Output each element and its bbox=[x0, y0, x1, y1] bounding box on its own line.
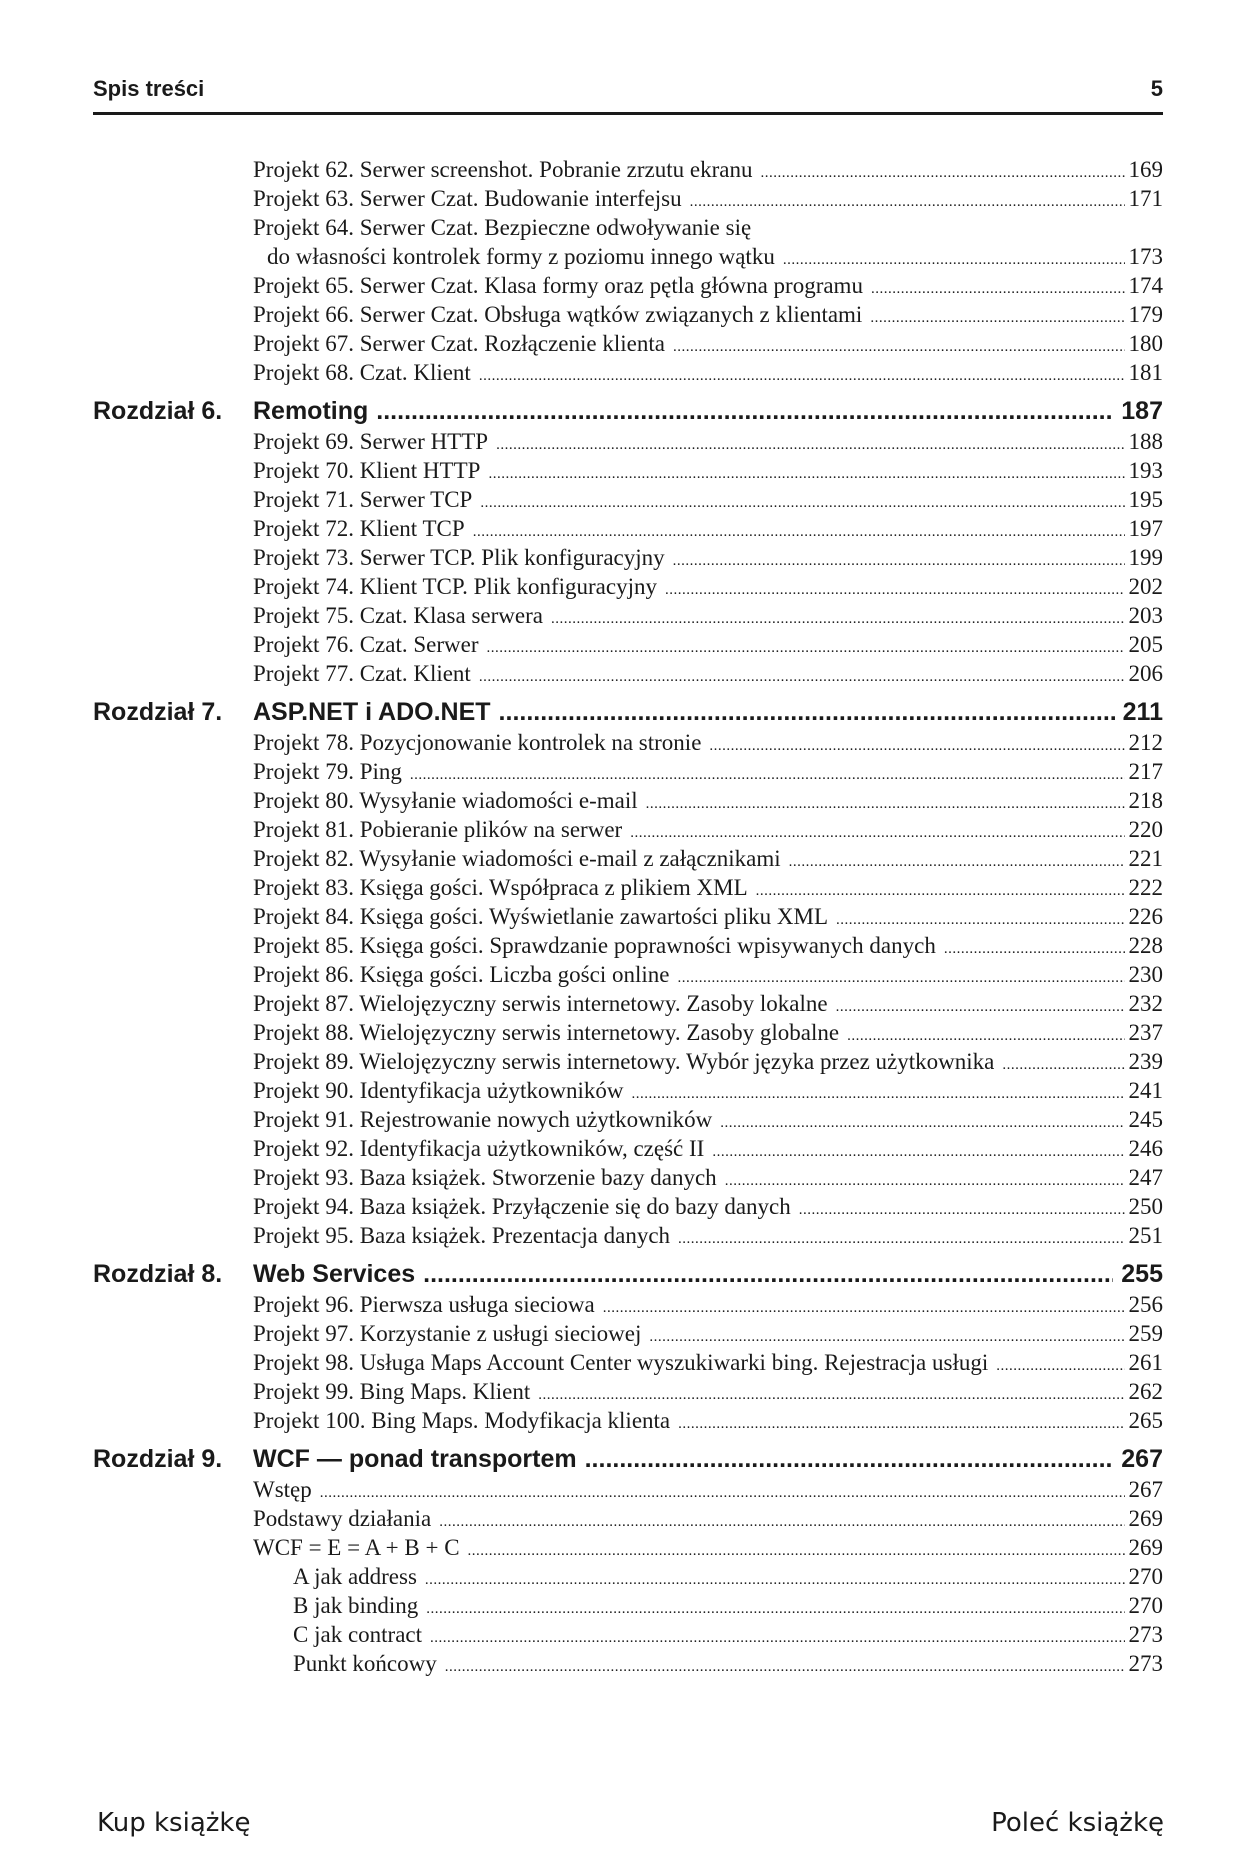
dot-leader bbox=[603, 1292, 1125, 1318]
toc-entry-title: WCF = E = A + B + C bbox=[253, 1535, 460, 1560]
toc-entry bbox=[93, 157, 1163, 186]
toc-entry-title: Projekt 94. Baza książek. Przyłączenie się do bazy danych bbox=[253, 1194, 791, 1219]
running-title: Spis treści bbox=[93, 76, 205, 101]
chapter-number: Rozdział 6. bbox=[93, 397, 223, 425]
chapter-title: Web Services bbox=[253, 1260, 416, 1288]
dot-leader bbox=[376, 397, 1113, 426]
toc-entry bbox=[93, 1350, 1163, 1379]
toc-entry-page: 261 bbox=[1128, 1350, 1163, 1375]
toc-entry-page: 180 bbox=[1128, 331, 1163, 356]
toc-entry-title: Projekt 79. Ping bbox=[253, 759, 402, 784]
toc-entry-page: 203 bbox=[1128, 603, 1163, 628]
toc-entry-page: 251 bbox=[1128, 1223, 1163, 1248]
dot-leader bbox=[847, 1020, 1124, 1046]
toc-entry-title: Projekt 82. Wysyłanie wiadomości e-mail z załącznikami bbox=[253, 846, 781, 871]
toc-entry-page: 232 bbox=[1128, 991, 1163, 1016]
toc-entry bbox=[93, 1477, 1163, 1506]
toc-entry-page: 205 bbox=[1128, 632, 1163, 657]
toc-entry-page: 174 bbox=[1128, 273, 1163, 298]
toc-entry bbox=[93, 429, 1163, 458]
dot-leader bbox=[423, 1260, 1113, 1289]
toc-entry-title: Projekt 68. Czat. Klient bbox=[253, 360, 471, 385]
toc-entry bbox=[93, 817, 1163, 846]
toc-entry-page: 202 bbox=[1128, 574, 1163, 599]
chapter-page: 255 bbox=[1121, 1260, 1163, 1288]
toc-entry-title: Projekt 90. Identyfikacja użytkowników bbox=[253, 1078, 624, 1103]
dot-leader bbox=[1002, 1049, 1124, 1075]
toc-entry-page: 220 bbox=[1128, 817, 1163, 842]
toc-entry-page: 247 bbox=[1128, 1165, 1163, 1190]
toc-entry-title: Projekt 63. Serwer Czat. Budowanie interfejsu bbox=[253, 186, 682, 211]
toc-entry-page: 273 bbox=[1128, 1622, 1163, 1647]
toc-entry bbox=[93, 1651, 1163, 1680]
toc-entry bbox=[93, 545, 1163, 574]
toc-entry bbox=[93, 1292, 1163, 1321]
dot-leader bbox=[756, 875, 1125, 901]
toc-entry-title-line1: Projekt 64. Serwer Czat. Bezpieczne odwoływanie się bbox=[253, 215, 752, 240]
toc-entry-page: 270 bbox=[1128, 1593, 1163, 1618]
dot-leader bbox=[783, 244, 1125, 270]
toc-entry-title: B jak binding bbox=[293, 1593, 419, 1618]
toc-entry bbox=[93, 331, 1163, 360]
chapter-page: 187 bbox=[1121, 397, 1163, 425]
dot-leader bbox=[836, 991, 1125, 1017]
toc-entry-page: 262 bbox=[1128, 1379, 1163, 1404]
toc-entry-page: 197 bbox=[1128, 516, 1163, 541]
toc-entry-title: Projekt 84. Księga gości. Wyświetlanie zawartości pliku XML bbox=[253, 904, 828, 929]
dot-leader bbox=[496, 429, 1124, 455]
dot-leader bbox=[690, 186, 1125, 212]
toc-entry-title: Projekt 62. Serwer screenshot. Pobranie zrzutu ekranu bbox=[253, 157, 753, 182]
dot-leader bbox=[551, 603, 1125, 629]
toc-entry bbox=[93, 1408, 1163, 1437]
dot-leader bbox=[836, 904, 1125, 930]
toc-entry-page: 245 bbox=[1128, 1107, 1163, 1132]
dot-leader bbox=[712, 1136, 1124, 1162]
toc-entry-title: Projekt 73. Serwer TCP. Plik konfiguracyjny bbox=[253, 545, 665, 570]
toc-entry-page: 239 bbox=[1128, 1049, 1163, 1074]
toc-entry bbox=[93, 186, 1163, 215]
dot-leader bbox=[665, 574, 1125, 600]
dot-leader bbox=[678, 1408, 1124, 1434]
page-number: 5 bbox=[1150, 76, 1163, 101]
toc-entry bbox=[93, 1078, 1163, 1107]
toc-entry-title: Projekt 88. Wielojęzyczny serwis internetowy. Zasoby globalne bbox=[253, 1020, 840, 1045]
toc-entry-title: Projekt 98. Usługa Maps Account Center wyszukiwarki bing. Rejestracja usługi bbox=[253, 1350, 989, 1375]
toc-entry-title: Projekt 100. Bing Maps. Modyfikacja klienta bbox=[253, 1408, 671, 1433]
dot-leader bbox=[426, 1593, 1124, 1619]
toc-entry-title: Projekt 96. Pierwsza usługa sieciowa bbox=[253, 1292, 595, 1317]
dot-leader bbox=[720, 1107, 1124, 1133]
toc-entry-title: Projekt 65. Serwer Czat. Klasa formy oraz pętla główna programu bbox=[253, 273, 863, 298]
toc-entry bbox=[93, 516, 1163, 545]
toc-entry-title: Podstawy działania bbox=[253, 1506, 432, 1531]
toc-entry bbox=[93, 1194, 1163, 1223]
buy-book-link[interactable]: Kup książkę bbox=[97, 1808, 251, 1838]
toc-entry-title: Projekt 80. Wysyłanie wiadomości e-mail bbox=[253, 788, 638, 813]
toc-entry-page: 193 bbox=[1128, 458, 1163, 483]
toc-entry-title: Projekt 99. Bing Maps. Klient bbox=[253, 1379, 531, 1404]
chapter-heading bbox=[93, 1260, 1163, 1292]
chapter-title: Remoting bbox=[253, 397, 369, 425]
toc-entry-title: A jak address bbox=[293, 1564, 417, 1589]
chapter-heading bbox=[93, 1445, 1163, 1477]
toc-entry-page: 188 bbox=[1128, 429, 1163, 454]
dot-leader bbox=[538, 1379, 1124, 1405]
toc-entry bbox=[93, 632, 1163, 661]
toc-entry-page: 226 bbox=[1128, 904, 1163, 929]
recommend-book-link[interactable]: Poleć książkę bbox=[991, 1808, 1164, 1838]
toc-entry-title: Projekt 91. Rejestrowanie nowych użytkowników bbox=[253, 1107, 713, 1132]
toc-entry bbox=[93, 788, 1163, 817]
dot-leader bbox=[789, 846, 1125, 872]
toc-entry-title: Projekt 69. Serwer HTTP bbox=[253, 429, 489, 454]
toc-entry-page: 273 bbox=[1128, 1651, 1163, 1676]
toc-entry bbox=[93, 360, 1163, 389]
dot-leader bbox=[473, 516, 1125, 542]
toc-entry-title: Wstęp bbox=[253, 1477, 312, 1502]
toc-entry-page: 171 bbox=[1128, 186, 1163, 211]
toc-entry bbox=[93, 1379, 1163, 1408]
chapter-title: ASP.NET i ADO.NET bbox=[253, 698, 491, 726]
chapter-number: Rozdział 8. bbox=[93, 1260, 223, 1288]
dot-leader bbox=[678, 1223, 1124, 1249]
toc-entry bbox=[93, 1136, 1163, 1165]
dot-leader bbox=[425, 1564, 1125, 1590]
dot-leader bbox=[677, 962, 1124, 988]
toc-entry-page: 267 bbox=[1128, 1477, 1163, 1502]
toc-entry bbox=[93, 1020, 1163, 1049]
toc-entry-page: 169 bbox=[1128, 157, 1163, 182]
toc-entry-title: Projekt 66. Serwer Czat. Obsługa wątków związanych z klientami bbox=[253, 302, 863, 327]
toc-entry bbox=[93, 759, 1163, 788]
toc-entry-title: C jak contract bbox=[293, 1622, 423, 1647]
toc-entry-page: 259 bbox=[1128, 1321, 1163, 1346]
toc-entry-page: 241 bbox=[1128, 1078, 1163, 1103]
toc-entry-page: 195 bbox=[1128, 487, 1163, 512]
toc-entry-title: Projekt 95. Baza książek. Prezentacja danych bbox=[253, 1223, 671, 1248]
toc-entry bbox=[93, 603, 1163, 632]
toc-entry bbox=[93, 1321, 1163, 1350]
dot-leader bbox=[445, 1651, 1125, 1677]
toc-entry bbox=[93, 273, 1163, 302]
toc-entry bbox=[93, 1535, 1163, 1564]
toc-entry-page: 256 bbox=[1128, 1292, 1163, 1317]
toc-entry-title: Projekt 92. Identyfikacja użytkowników, część II bbox=[253, 1136, 705, 1161]
chapter-heading bbox=[93, 698, 1163, 730]
toc-entry bbox=[93, 991, 1163, 1020]
toc-entry bbox=[93, 1107, 1163, 1136]
toc-entry bbox=[93, 1223, 1163, 1252]
chapter-number: Rozdział 7. bbox=[93, 698, 223, 726]
toc-entry-title: Projekt 75. Czat. Klasa serwera bbox=[253, 603, 543, 628]
toc-entry-page: 246 bbox=[1128, 1136, 1163, 1161]
toc-entry-title: Projekt 86. Księga gości. Liczba gości online bbox=[253, 962, 670, 987]
toc-entry-title-line2: do własności kontrolek formy z poziomu innego wątku bbox=[267, 244, 775, 269]
dot-leader bbox=[630, 817, 1124, 843]
toc-entry-page: 222 bbox=[1128, 875, 1163, 900]
chapter-heading bbox=[93, 397, 1163, 429]
chapter-page: 267 bbox=[1121, 1445, 1163, 1473]
toc-entry-page: 221 bbox=[1128, 846, 1163, 871]
toc-entry bbox=[93, 487, 1163, 516]
toc-entry-page: 269 bbox=[1128, 1535, 1163, 1560]
toc-entry-title: Projekt 67. Serwer Czat. Rozłączenie klienta bbox=[253, 331, 665, 356]
toc-entry-title: Projekt 81. Pobieranie plików na serwer bbox=[253, 817, 623, 842]
dot-leader bbox=[488, 458, 1124, 484]
toc-entry-title: Projekt 83. Księga gości. Współpraca z plikiem XML bbox=[253, 875, 748, 900]
toc-entry-page: 250 bbox=[1128, 1194, 1163, 1219]
dot-leader bbox=[631, 1078, 1124, 1104]
toc-entry-page: 237 bbox=[1128, 1020, 1163, 1045]
dot-leader bbox=[649, 1321, 1124, 1347]
toc-entry bbox=[93, 933, 1163, 962]
dot-leader bbox=[799, 1194, 1125, 1220]
dot-leader bbox=[996, 1350, 1124, 1376]
toc-entry bbox=[93, 302, 1163, 331]
toc-entry-page: 269 bbox=[1128, 1506, 1163, 1531]
dot-leader bbox=[944, 933, 1125, 959]
toc-entry-title: Projekt 74. Klient TCP. Plik konfiguracyjny bbox=[253, 574, 657, 599]
toc-entry bbox=[93, 1593, 1163, 1622]
page-header bbox=[93, 72, 1163, 115]
toc-entry-title: Projekt 71. Serwer TCP bbox=[253, 487, 473, 512]
toc-entry bbox=[93, 661, 1163, 690]
toc-entry bbox=[93, 574, 1163, 603]
toc-entry-page: 199 bbox=[1128, 545, 1163, 570]
chapter-number: Rozdział 9. bbox=[93, 1445, 223, 1473]
dot-leader bbox=[646, 788, 1125, 814]
chapter-title: WCF — ponad transportem bbox=[253, 1445, 577, 1473]
dot-leader bbox=[673, 545, 1125, 571]
toc-entry-title: Projekt 89. Wielojęzyczny serwis internetowy. Wybór języka przez użytkownika bbox=[253, 1049, 995, 1074]
toc-entry bbox=[93, 458, 1163, 487]
toc-entry bbox=[93, 1506, 1163, 1535]
toc-entry-title: Projekt 77. Czat. Klient bbox=[253, 661, 471, 686]
toc-entry bbox=[93, 904, 1163, 933]
dot-leader bbox=[870, 302, 1124, 328]
toc-entry-page: 206 bbox=[1128, 661, 1163, 686]
toc-entry bbox=[93, 1564, 1163, 1593]
toc-entry-title: Punkt końcowy bbox=[293, 1651, 437, 1676]
toc-entry-page: 212 bbox=[1128, 730, 1163, 755]
dot-leader bbox=[486, 632, 1124, 658]
dot-leader bbox=[468, 1535, 1125, 1561]
dot-leader bbox=[499, 698, 1115, 727]
toc-entry-page: 265 bbox=[1128, 1408, 1163, 1433]
toc-entry bbox=[93, 1049, 1163, 1078]
toc-entry-title: Projekt 76. Czat. Serwer bbox=[253, 632, 479, 657]
toc-entry-page: 217 bbox=[1128, 759, 1163, 784]
dot-leader bbox=[410, 759, 1125, 785]
toc-entry-title: Projekt 87. Wielojęzyczny serwis internetowy. Zasoby lokalne bbox=[253, 991, 828, 1016]
dot-leader bbox=[725, 1165, 1125, 1191]
toc-entry-page: 179 bbox=[1128, 302, 1163, 327]
dot-leader bbox=[709, 730, 1124, 756]
toc-entry bbox=[93, 846, 1163, 875]
toc-entry-title: Projekt 78. Pozycjonowanie kontrolek na stronie bbox=[253, 730, 702, 755]
dot-leader bbox=[320, 1477, 1125, 1503]
dot-leader bbox=[871, 273, 1125, 299]
toc-entry-title: Projekt 72. Klient TCP bbox=[253, 516, 465, 541]
toc-entry bbox=[93, 875, 1163, 904]
toc-entry-title: Projekt 70. Klient HTTP bbox=[253, 458, 481, 483]
dot-leader bbox=[439, 1506, 1124, 1532]
dot-leader bbox=[430, 1622, 1124, 1648]
toc-entry-title: Projekt 85. Księga gości. Sprawdzanie poprawności wpisywanych danych bbox=[253, 933, 936, 958]
dot-leader bbox=[585, 1445, 1114, 1474]
dot-leader bbox=[479, 661, 1125, 687]
toc-entry-page: 228 bbox=[1128, 933, 1163, 958]
toc-entry-page: 230 bbox=[1128, 962, 1163, 987]
toc-entry-multiline bbox=[93, 215, 1163, 273]
toc-entry-title: Projekt 97. Korzystanie z usługi sieciowej bbox=[253, 1321, 642, 1346]
dot-leader bbox=[760, 157, 1124, 183]
dot-leader bbox=[479, 360, 1125, 386]
toc-entry bbox=[93, 962, 1163, 991]
table-of-contents bbox=[93, 157, 1163, 1680]
toc-entry bbox=[93, 1165, 1163, 1194]
toc-entry-page: 270 bbox=[1128, 1564, 1163, 1589]
toc-entry-page: 218 bbox=[1128, 788, 1163, 813]
chapter-page: 211 bbox=[1122, 698, 1163, 726]
dot-leader bbox=[480, 487, 1124, 513]
toc-entry bbox=[93, 730, 1163, 759]
toc-entry-page: 181 bbox=[1128, 360, 1163, 385]
toc-entry-page: 173 bbox=[1128, 244, 1163, 269]
toc-entry bbox=[93, 1622, 1163, 1651]
dot-leader bbox=[673, 331, 1125, 357]
toc-entry-title: Projekt 93. Baza książek. Stworzenie bazy danych bbox=[253, 1165, 717, 1190]
